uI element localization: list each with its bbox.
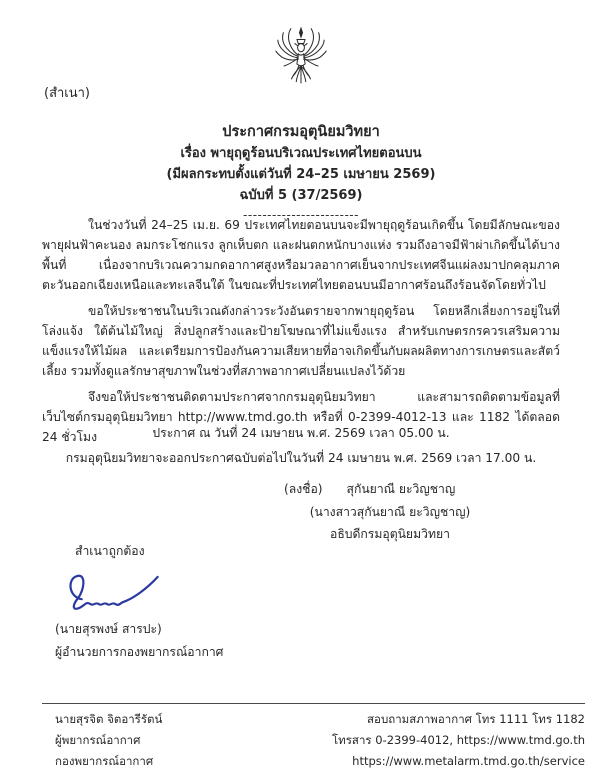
signed-label: (ลงชื่อ) [284,482,323,496]
footer-contact-phone: สอบถามสภาพอากาศ โทร 1111 โทร 1182 [367,712,585,726]
footer-metalarm-url: https://www.metalarm.tmd.go.th/service [352,754,585,768]
next-issue-line: กรมอุตุนิยมวิทยาจะออกประกาศฉบับต่อไปในวันที่ 24 เมษายน พ.ศ. 2569 เวลา 17.00 น. [65,451,537,465]
signed-name: สุกันยาณี ยะวิญชาญ [346,482,456,496]
dashed-divider: ------------------------ [243,208,359,222]
paragraph-3: จึงขอให้ประชาชนติดตามประกาศจากกรมอุตุนิยมวิทยา และสามารถติดตามข้อมูลที่เว็บไซต์กรมอุตุนิยมวิทยา http://www.tmd.go.th หรือที่ 0-2399-4012-13 และ 1182 ได้ตลอด 24 ชั่วโมง [42,390,560,444]
handwritten-signature-icon [59,564,171,614]
signer-name-parens: (นางสาวสุกันยาณี ยะวิญชาญ) [309,504,471,519]
footer-fax-website: โทรสาร 0-2399-4012, https://www.tmd.go.th [332,733,585,747]
document-header [0,121,602,223]
signature-block [270,478,510,546]
issue-number-line: ฉบับที่ 5 (37/2569) [239,188,363,203]
forecaster-division: กองพยากรณ์อากาศ [55,754,154,768]
garuda-emblem-icon [267,24,335,108]
forecaster-title: ผู้พยากรณ์อากาศ [55,733,141,747]
forecaster-name: นายสุรจิต จิตอารีรัตน์ [55,712,163,726]
copy-label: (สำเนา) [44,86,91,101]
certified-copy-label: สำเนาถูกต้อง [75,544,145,558]
subject-line: เรื่อง พายุฤดูร้อนบริเวณประเทศไทยตอนบน [180,146,422,161]
certifier-position: ผู้อำนวยการกองพยากรณ์อากาศ [55,645,224,659]
signer-position: อธิบดีกรมอุตุนิยมวิทยา [330,527,450,541]
issued-date-line: ประกาศ ณ วันที่ 24 เมษายน พ.ศ. 2569 เวลา 05.00 น. [152,426,450,440]
issuance-block [0,421,602,471]
effect-period-line: (มีผลกระทบตั้งแต่วันที่ 24–25 เมษายน 2569) [166,167,436,182]
certifier-name: (นายสุรพงษ์ สารปะ) [55,622,162,636]
page-footer [42,703,585,772]
footer-left-column [42,709,162,772]
paragraph-1: ในช่วงวันที่ 24–25 เม.ย. 69 ประเทศไทยตอนบนจะมีพายุฤดูร้อนเกิดขึ้น โดยมีลักษณะของพายุฝนฟ้าคะนอง ลมกระโชกแรง ลูกเห็บตก และฝนตกหนักบางแห่ง รวมถึงอาจมีฟ้าผ่าเกิดขึ้นได้บางพื้นที่ เนื่องจากบริเวณความกดอากาศสูงหรือมวลอากาศเย็นจากประเทศจีนแผ่ลงมาปกคลุมภาคตะวันออกเฉียงเหนือและทะเลจีนใต้ ในขณะที่ประเทศไทยตอนบนมีอากาศร้อนถึงร้อนจัดโดยทั่วไป [42,218,560,292]
paragraph-2: ขอให้ประชาชนในบริเวณดังกล่าวระวังอันตรายจากพายุฤดูร้อน โดยหลีกเลี่ยงการอยู่ในที่โล่งแจ้ง ใต้ต้นไม้ใหญ่ สิ่งปลูกสร้างและป้ายโฆษณาที่ไม่แข็งแรง สำหรับเกษตรกรควรเสริมความแข็งแรงให้ไม้ผล และเตรียมการป้องกันความเสียหายที่อาจเกิดขึ้นกับผลผลิตทางการเกษตรและสัตว์เลี้ยง รวมทั้งดูแลรักษาสุขภาพในช่วงที่สภาพอากาศเปลี่ยนแปลงไว้ด้วย [42,304,560,378]
certification-block [55,540,223,664]
document-body [42,215,560,453]
footer-right-column [332,709,585,772]
page-title: ประกาศกรมอุตุนิยมวิทยา [222,124,380,140]
signed-line [270,478,510,501]
